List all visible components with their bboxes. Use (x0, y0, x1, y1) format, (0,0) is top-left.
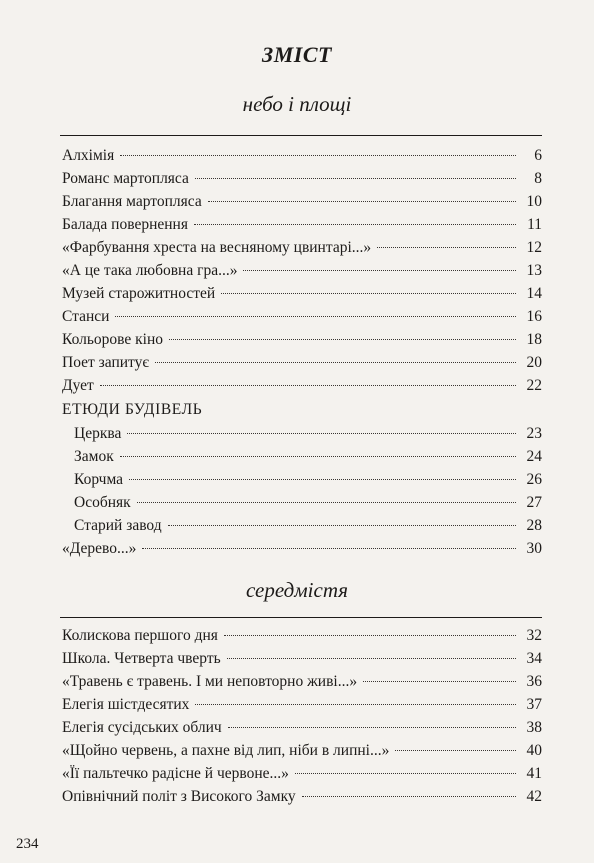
entry-title: Колискова першого дня (62, 627, 218, 644)
toc-entry (62, 445, 542, 468)
toc-entry (62, 259, 542, 282)
entry-title: Елегія сусідських облич (62, 719, 222, 736)
entry-title: Алхімія (62, 147, 115, 164)
dot-leader (137, 501, 516, 503)
toc-entry (62, 374, 542, 397)
entry-title: Особняк (74, 494, 131, 511)
entry-page: 22 (526, 377, 542, 394)
entry-page: 13 (526, 262, 542, 279)
toc-entry (62, 190, 542, 213)
toc-entry (62, 213, 542, 236)
entry-page: 30 (526, 540, 542, 557)
dot-leader (243, 269, 516, 271)
entry-title: Балада повернення (62, 216, 188, 233)
toc-entry (62, 693, 542, 716)
entry-title: Станси (62, 308, 110, 325)
dot-leader (115, 315, 516, 317)
toc-entry (62, 468, 542, 491)
dot-leader (168, 524, 516, 526)
toc-entry (62, 670, 542, 693)
page-number: 234 (16, 836, 39, 852)
entry-page: 42 (526, 788, 542, 805)
entry-page: 10 (526, 193, 542, 210)
dot-leader (228, 726, 516, 728)
entry-title: Кольорове кіно (62, 331, 164, 348)
dot-leader (194, 223, 516, 225)
entry-title: Опівнічний політ з Високого Замку (62, 788, 296, 805)
section-title-1: небо і площі (242, 92, 352, 116)
entry-page: 26 (526, 471, 542, 488)
entry-page: 34 (526, 650, 542, 667)
dot-leader (363, 680, 516, 682)
toc-entry (62, 514, 542, 537)
entry-title: Романс мартопляса (62, 170, 189, 187)
dot-leader (208, 200, 516, 202)
toc-entry (62, 762, 542, 785)
entry-page: 36 (526, 673, 542, 690)
entry-page: 38 (526, 719, 542, 736)
entry-page: 12 (526, 239, 542, 256)
toc-entry (62, 351, 542, 374)
section-title-2: середмістя (245, 578, 349, 602)
entry-page: 8 (534, 170, 542, 187)
dot-leader (129, 478, 516, 480)
dot-leader (221, 292, 516, 294)
entry-page: 37 (526, 696, 542, 713)
entry-page: 16 (526, 308, 542, 325)
entry-title: Старий завод (74, 517, 162, 534)
entry-page: 23 (526, 425, 542, 442)
entry-title: «Травень є травень. І ми неповторно живі...» (62, 673, 358, 690)
entry-page: 11 (527, 216, 542, 233)
toc-entry (62, 422, 542, 445)
dot-leader (195, 703, 516, 705)
entry-title: «Фарбування хреста на весняному цвинтарі...» (62, 239, 372, 256)
dot-leader (100, 384, 516, 386)
entry-page: 6 (534, 147, 542, 164)
entry-page: 14 (526, 285, 542, 302)
entry-title: Замок (74, 448, 114, 465)
entry-page: 40 (526, 742, 542, 759)
toc-entry (62, 647, 542, 670)
entry-page: 18 (526, 331, 542, 348)
dot-leader (227, 657, 516, 659)
toc-entry (62, 716, 542, 739)
toc-entry (62, 624, 542, 647)
entry-title: «Її пальтечко радісне й червоне...» (62, 765, 289, 782)
entry-page: 20 (526, 354, 542, 371)
dot-leader (120, 455, 516, 457)
toc-entry (62, 328, 542, 351)
toc-entry (62, 282, 542, 305)
entry-page: 28 (526, 517, 542, 534)
entry-page: 27 (526, 494, 542, 511)
toc-entry (62, 739, 542, 762)
toc-entry (62, 236, 542, 259)
entry-title: Музей старожитностей (62, 285, 216, 302)
contents-title: ЗМІСТ (262, 42, 332, 67)
dot-leader (142, 547, 516, 549)
group-heading: ЕТЮДИ БУДІВЕЛЬ (62, 401, 203, 418)
dot-leader (224, 634, 516, 636)
toc-list-section-1 (62, 144, 542, 560)
toc-entry (62, 144, 542, 167)
section-divider-1 (60, 135, 542, 136)
entry-title: Поет запитує (62, 354, 150, 371)
entry-title: Церква (74, 425, 122, 442)
dot-leader (120, 154, 516, 156)
entry-page: 41 (526, 765, 542, 782)
dot-leader (395, 749, 516, 751)
dot-leader (377, 246, 516, 248)
entry-title: «Дерево...» (62, 540, 137, 557)
dot-leader (127, 432, 516, 434)
entry-title: «А це така любовна гра...» (62, 262, 238, 279)
entry-page: 24 (526, 448, 542, 465)
toc-entry (62, 537, 542, 560)
entry-page: 32 (526, 627, 542, 644)
toc-list-section-2 (62, 624, 542, 808)
toc-entry (62, 785, 542, 808)
entry-title: Дует (62, 377, 94, 394)
toc-entry (62, 305, 542, 328)
entry-title: Благання мартопляса (62, 193, 202, 210)
dot-leader (295, 772, 516, 774)
entry-title: Елегія шістдесятих (62, 696, 190, 713)
toc-entry (62, 167, 542, 190)
entry-title: Корчма (74, 471, 124, 488)
dot-leader (155, 361, 516, 363)
section-divider-2 (60, 617, 542, 618)
dot-leader (195, 177, 516, 179)
entry-title: «Щойно червень, а пахне від лип, ніби в липні...» (62, 742, 390, 759)
toc-entry (62, 491, 542, 514)
entry-title: Школа. Четверта чверть (62, 650, 221, 667)
dot-leader (169, 338, 516, 340)
dot-leader (302, 795, 516, 797)
